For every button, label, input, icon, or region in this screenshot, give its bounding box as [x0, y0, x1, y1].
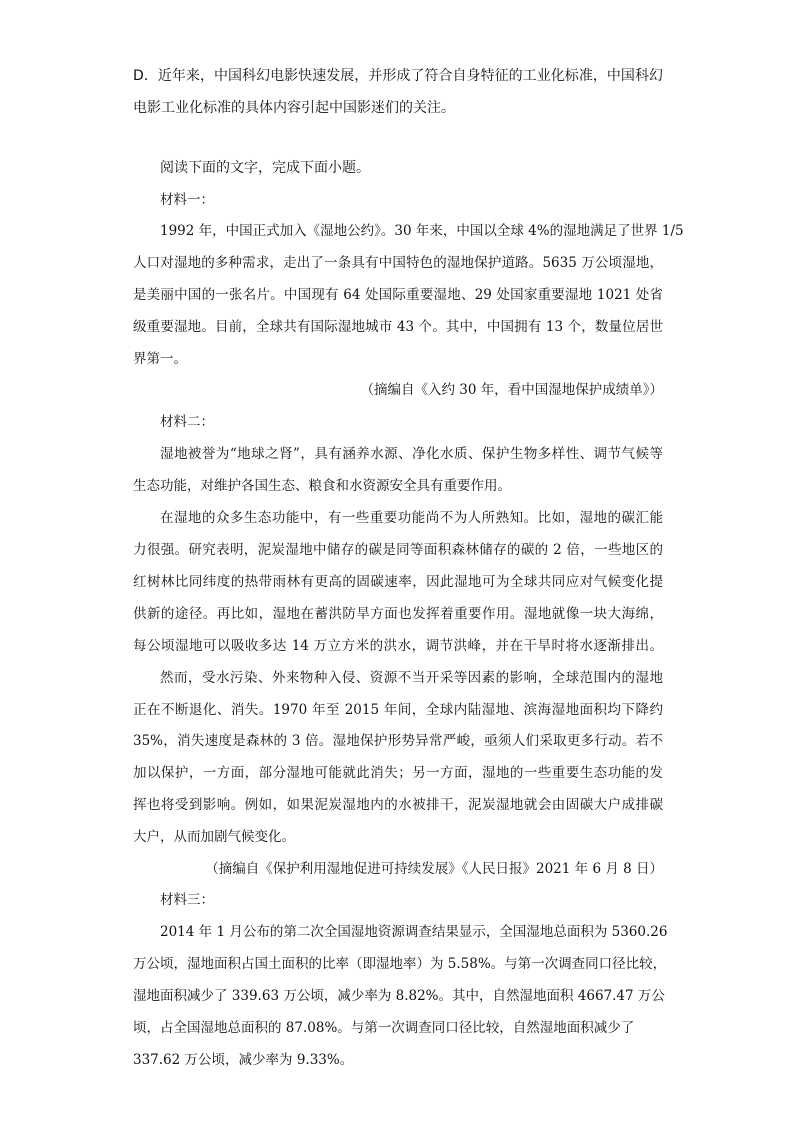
- material-2-p2-line: 力很强。研究表明，泥炭湿地中储存的碳是同等面积森林储存的碳的 2 倍，一些地区的: [133, 542, 663, 558]
- material-1-line: 是美丽中国的一张名片。中国现有 64 处国际重要湿地、29 处国家重要湿地 1021 处省: [133, 287, 663, 303]
- material-2-p2-line: 每公顷湿地可以吸收多达 14 万立方米的洪水，调节洪峰，并在干旱时将水逐渐排出。: [133, 638, 663, 654]
- option-d-line-2: 电影工业化标准的具体内容引起中国影迷们的关注。: [133, 100, 455, 116]
- material-2-p2-line: 在湿地的众多生态功能中，有一些重要功能尚不为人所熟知。比如，湿地的碳汇能: [160, 510, 663, 526]
- material-2-p2-line: 红树林比同纬度的热带雨林有更高的固碳速率，因此湿地可为全球共同应对气候变化提: [133, 574, 663, 590]
- material-1-line: 人口对湿地的多种需求，走出了一条具有中国特色的湿地保护道路。5635 万公顷湿地，: [133, 255, 663, 271]
- material-1-line: 级重要湿地。目前，全球共有国际湿地城市 43 个。其中，中国拥有 13 个，数量位居世: [133, 319, 663, 335]
- material-1-source: （摘编自《入约 30 年，看中国湿地保护成绩单》）: [360, 382, 663, 398]
- material-2-p1-line: 湿地被誉为“地球之肾”，具有涵养水源、净化水质、保护生物多样性、调节气候等: [160, 446, 663, 462]
- material-3-line: 湿地面积减少了 339.63 万公顷，减少率为 8.82%。其中，自然湿地面积 4667.47 万公: [133, 988, 665, 1004]
- material-2-p3-line: 大户，从而加剧气候变化。: [133, 829, 295, 845]
- material-1-line: 1992 年，中国正式加入《湿地公约》。30 年来，中国以全球 4%的湿地满足了世界 1/5: [160, 223, 684, 239]
- material-2-p3-line: 正在不断退化、消失。1970 年至 2015 年间，全球内陆湿地、滨海湿地面积均下降约: [133, 702, 663, 718]
- material-3-label: 材料三：: [160, 892, 214, 908]
- reading-instruction: 阅读下面的文字，完成下面小题。: [160, 160, 370, 176]
- material-1-label: 材料一：: [160, 192, 214, 208]
- material-2-p3-line: 35%，消失速度是森林的 3 倍。湿地保护形势异常严峻，亟须人们采取更多行动。若不: [133, 733, 663, 749]
- material-1-line: 界第一。: [133, 351, 187, 367]
- material-2-p3-line: 加以保护，一方面，部分湿地可能就此消失；另一方面，湿地的一些重要生态功能的发: [133, 765, 663, 781]
- material-2-p3-line: 挥也将受到影响。例如，如果泥炭湿地内的水被排干，泥炭湿地就会由固碳大户成排碳: [133, 797, 663, 813]
- material-2-p1-line: 生态功能，对维护各国生态、粮食和水资源安全具有重要作用。: [133, 478, 511, 494]
- material-2-label: 材料二：: [160, 414, 214, 430]
- material-3-line: 2014 年 1 月公布的第二次全国湿地资源调查结果显示，全国湿地总面积为 5360.26: [160, 924, 668, 940]
- material-3-line: 337.62 万公顷，减少率为 9.33%。: [133, 1052, 354, 1068]
- material-2-source: （摘编自《保护利用湿地促进可持续发展》《人民日报》2021 年 6 月 8 日）: [205, 861, 663, 877]
- material-2-p2-line: 供新的途径。再比如，湿地在蓄洪防旱方面也发挥着重要作用。湿地就像一块大海绵，: [133, 606, 663, 622]
- option-d-line-1: D．近年来，中国科幻电影快速发展，并形成了符合自身特征的工业化标准，中国科幻: [133, 68, 663, 84]
- material-3-line: 万公顷，湿地面积占国土面积的比率（即湿地率）为 5.58%。与第一次调查同口径比较，: [133, 956, 667, 972]
- material-3-line: 顷，占全国湿地总面积的 87.08%。与第一次调查同口径比较，自然湿地面积减少了: [133, 1020, 635, 1036]
- material-2-p3-line: 然而，受水污染、外来物种入侵、资源不当开采等因素的影响，全球范围内的湿地: [160, 670, 663, 686]
